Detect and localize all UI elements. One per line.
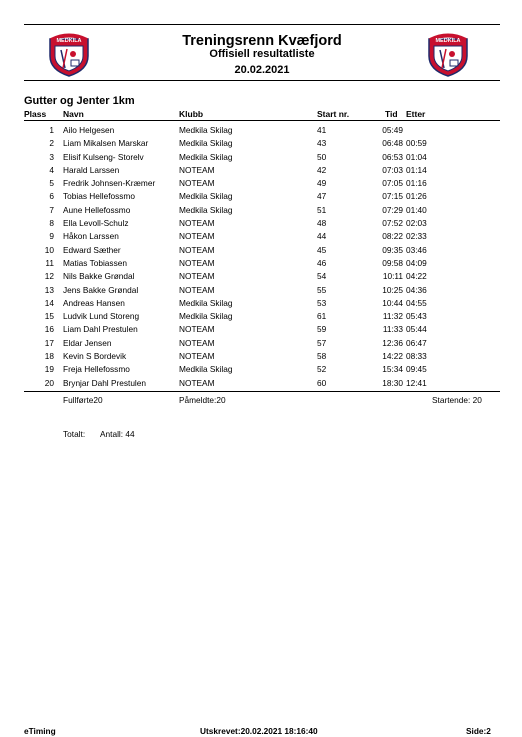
results-table	[0, 123, 522, 389]
result-place: 13	[44, 284, 54, 295]
result-start-number: 51	[317, 204, 327, 215]
totals-count: Antall: 44	[100, 429, 135, 439]
result-start-number: 49	[317, 178, 327, 189]
club-logo-left	[47, 30, 91, 78]
result-behind: 00:59	[406, 138, 427, 149]
event-title: Treningsrenn Kvæfjord	[182, 33, 342, 49]
result-row	[0, 163, 522, 176]
result-behind: 01:26	[406, 191, 427, 202]
result-behind: 02:33	[406, 231, 427, 242]
result-row	[0, 136, 522, 149]
result-time: 06:53	[382, 151, 403, 162]
result-start-number: 46	[317, 257, 327, 268]
result-club: NOTEAM	[179, 218, 215, 229]
column-header-place: Plass	[24, 109, 47, 119]
result-start-number: 54	[317, 271, 327, 282]
column-header-rule	[24, 120, 500, 121]
result-name: Andreas Hansen	[63, 297, 125, 308]
event-date: 20.02.2021	[234, 64, 290, 76]
result-club: NOTEAM	[179, 377, 215, 388]
result-time: 07:15	[382, 191, 403, 202]
result-club: Medkila Skilag	[179, 311, 233, 322]
column-header-time: Tid	[385, 109, 398, 119]
result-time: 07:05	[382, 178, 403, 189]
result-place: 3	[49, 151, 54, 162]
result-start-number: 61	[317, 311, 327, 322]
result-club: NOTEAM	[179, 164, 215, 175]
result-row	[0, 376, 522, 389]
footer-software: eTiming	[24, 726, 56, 736]
svg-text:MEDKILA: MEDKILA	[435, 38, 461, 44]
class-heading: Gutter og Jenter 1km	[24, 95, 135, 107]
result-time: 18:30	[382, 377, 403, 388]
result-row	[0, 362, 522, 375]
result-behind: 04:55	[406, 297, 427, 308]
result-time: 10:25	[382, 284, 403, 295]
result-name: Aune Hellefossmo	[63, 204, 131, 215]
result-start-number: 41	[317, 125, 327, 135]
result-place: 16	[44, 324, 54, 335]
result-time: 12:36	[382, 337, 403, 348]
result-row	[0, 322, 522, 335]
result-start-number: 58	[317, 351, 327, 362]
result-behind: 04:22	[406, 271, 427, 282]
result-place: 20	[44, 377, 54, 388]
result-place: 15	[44, 311, 54, 322]
result-row	[0, 203, 522, 216]
result-place: 8	[49, 218, 54, 229]
result-place: 9	[49, 231, 54, 242]
result-club: NOTEAM	[179, 271, 215, 282]
result-row	[0, 296, 522, 309]
result-behind: 12:41	[406, 377, 427, 388]
result-name: Håkon Larssen	[63, 231, 119, 242]
result-club: NOTEAM	[179, 257, 215, 268]
result-club: Medkila Skilag	[179, 151, 233, 162]
result-club: NOTEAM	[179, 324, 215, 335]
result-club: Medkila Skilag	[179, 204, 233, 215]
result-name: Elisif Kulseng- Storelv	[63, 151, 144, 162]
result-club: NOTEAM	[179, 337, 215, 348]
result-time: 09:58	[382, 257, 403, 268]
result-name: Fredrik Johnsen-Kræmer	[63, 178, 156, 189]
result-behind: 02:03	[406, 218, 427, 229]
result-row	[0, 216, 522, 229]
result-row	[0, 150, 522, 163]
result-row	[0, 336, 522, 349]
svg-text:MEDKILA: MEDKILA	[56, 38, 82, 44]
footer-printed-timestamp: Utskrevet:20.02.2021 18:16:40	[200, 726, 318, 736]
result-club: NOTEAM	[179, 351, 215, 362]
result-time: 10:11	[382, 271, 403, 282]
result-name: Ailo Helgesen	[63, 125, 115, 135]
result-time: 15:34	[382, 364, 403, 375]
result-name: Eldar Jensen	[63, 337, 112, 348]
result-time: 06:48	[382, 138, 403, 149]
result-name: Jens Bakke Grøndal	[63, 284, 139, 295]
result-start-number: 48	[317, 218, 327, 229]
result-row	[0, 349, 522, 362]
result-start-number: 57	[317, 337, 327, 348]
result-start-number: 53	[317, 297, 327, 308]
starters-count: Startende: 20	[432, 395, 482, 405]
result-start-number: 55	[317, 284, 327, 295]
result-behind: 01:40	[406, 204, 427, 215]
result-name: Harald Larssen	[63, 164, 120, 175]
column-header-start-number: Start nr.	[317, 109, 350, 119]
result-time: 05:49	[382, 125, 403, 135]
result-row	[0, 176, 522, 189]
result-place: 2	[49, 138, 54, 149]
result-name: Ella Levoll-Schulz	[63, 218, 129, 229]
result-behind: 08:33	[406, 351, 427, 362]
registered-count: Påmeldte:20	[179, 395, 226, 405]
result-start-number: 59	[317, 324, 327, 335]
result-start-number: 60	[317, 377, 327, 388]
result-club: Medkila Skilag	[179, 138, 233, 149]
result-row	[0, 243, 522, 256]
result-club: Medkila Skilag	[179, 364, 233, 375]
result-behind: 01:04	[406, 151, 427, 162]
result-behind: 04:36	[406, 284, 427, 295]
result-place: 7	[49, 204, 54, 215]
result-place: 14	[44, 297, 54, 308]
result-name: Brynjar Dahl Prestulen	[63, 377, 147, 388]
result-start-number: 50	[317, 151, 327, 162]
result-time: 07:29	[382, 204, 403, 215]
result-name: Freja Hellefossmo	[63, 364, 130, 375]
list-subtitle: Offisiell resultatliste	[209, 48, 315, 60]
result-name: Kevin S Bordevik	[63, 351, 127, 362]
column-header-behind: Etter	[406, 109, 426, 119]
result-start-number: 45	[317, 244, 327, 255]
result-place: 6	[49, 191, 54, 202]
result-name: Edward Sæther	[63, 244, 121, 255]
result-club: NOTEAM	[179, 284, 215, 295]
result-time: 07:03	[382, 164, 403, 175]
result-time: 07:52	[382, 218, 403, 229]
result-row	[0, 309, 522, 322]
result-row	[0, 189, 522, 202]
totals-label: Totalt:	[63, 429, 86, 439]
header-top-rule	[24, 24, 500, 25]
result-time: 10:44	[382, 297, 403, 308]
result-place: 19	[44, 364, 54, 375]
column-header-club: Klubb	[179, 109, 204, 119]
result-start-number: 42	[317, 164, 327, 175]
result-behind: 09:45	[406, 364, 427, 375]
result-behind: 01:16	[406, 178, 427, 189]
result-name: Liam Mikalsen Marskar	[63, 138, 149, 149]
result-time: 11:32	[382, 311, 403, 322]
result-behind: 06:47	[406, 337, 427, 348]
result-row	[0, 256, 522, 269]
result-behind: 04:09	[406, 257, 427, 268]
result-club: Medkila Skilag	[179, 125, 233, 135]
result-name: Matias Tobiassen	[63, 257, 127, 268]
result-row	[0, 229, 522, 242]
result-name: Tobias Hellefossmo	[63, 191, 135, 202]
club-logo-right	[426, 30, 470, 78]
footer-page-number: Side:2	[466, 726, 491, 736]
result-place: 10	[44, 244, 54, 255]
result-start-number: 47	[317, 191, 327, 202]
result-place: 12	[44, 271, 54, 282]
result-club: NOTEAM	[179, 178, 215, 189]
result-time: 14:22	[382, 351, 403, 362]
result-behind: 01:14	[406, 164, 427, 175]
result-club: NOTEAM	[179, 244, 215, 255]
result-club: Medkila Skilag	[179, 191, 233, 202]
finished-count: Fullførte20	[63, 395, 103, 405]
result-behind: 05:44	[406, 324, 427, 335]
result-row	[0, 123, 522, 136]
result-behind: 05:43	[406, 311, 427, 322]
result-place: 1	[49, 125, 54, 135]
result-place: 4	[49, 164, 54, 175]
result-club: Medkila Skilag	[179, 297, 233, 308]
result-start-number: 52	[317, 364, 327, 375]
result-name: Liam Dahl Prestulen	[63, 324, 138, 335]
result-time: 11:33	[382, 324, 403, 335]
summary-rule	[24, 391, 500, 392]
result-start-number: 44	[317, 231, 327, 242]
result-row	[0, 269, 522, 282]
header-bottom-rule	[24, 80, 500, 81]
result-place: 18	[44, 351, 54, 362]
result-start-number: 43	[317, 138, 327, 149]
result-place: 17	[44, 337, 54, 348]
result-place: 5	[49, 178, 54, 189]
column-header-name: Navn	[63, 109, 84, 119]
result-row	[0, 283, 522, 296]
result-place: 11	[45, 257, 54, 268]
result-name: Nils Bakke Grøndal	[63, 271, 135, 282]
result-behind: 03:46	[406, 244, 427, 255]
result-name: Ludvik Lund Storeng	[63, 311, 140, 322]
result-time: 09:35	[382, 244, 403, 255]
result-time: 08:22	[382, 231, 403, 242]
result-club: NOTEAM	[179, 231, 215, 242]
